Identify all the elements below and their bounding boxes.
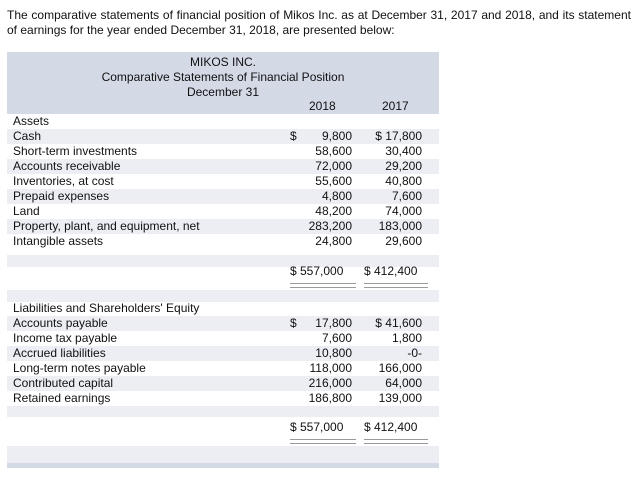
value-2017: 64,000: [385, 376, 422, 390]
value-2018: 72,000: [315, 159, 352, 173]
value-2017: 7,600: [391, 189, 422, 203]
value-2017: 166,000: [378, 361, 422, 375]
intro-paragraph: The comparative statements of financial position of Mikos Inc. as at December 31, 2017 and 2018, and its statement of earnings for the year ended December 31, 2018, are presented below:: [7, 8, 631, 37]
table-row: [7, 331, 439, 346]
liabilities-heading: Liabilities and Shareholders' Equity: [13, 301, 200, 315]
value-2018: 216,000: [308, 376, 352, 390]
assets-heading: Assets: [13, 114, 50, 128]
value-2017: 74,000: [385, 204, 422, 218]
value-2017: 139,000: [378, 391, 422, 405]
row-label: Prepaid expenses: [13, 189, 110, 203]
value-2017: 29,200: [385, 159, 422, 173]
row-label: Cash: [13, 129, 42, 143]
table-row: [7, 316, 439, 331]
value-2017: 40,800: [385, 174, 422, 188]
total-assets-row: [7, 264, 439, 279]
value-2018: 118,000: [309, 361, 352, 375]
value-2018: 186,800: [308, 391, 352, 405]
company-name: MIKOS INC.: [189, 55, 256, 69]
table-row: [7, 346, 439, 361]
value-2017: 30,400: [385, 144, 422, 158]
separator-band: [7, 406, 439, 417]
value-2017: $ 17,800: [375, 129, 422, 143]
table-row: [7, 234, 439, 249]
value-2018: 4,800: [321, 189, 352, 203]
row-label: Short-term investments: [13, 144, 138, 158]
value-2018: 55,600: [315, 174, 352, 188]
value-2018: 58,600: [315, 144, 352, 158]
table-row: [7, 204, 439, 219]
liabilities-heading-row: [7, 301, 439, 316]
double-underline: [290, 443, 356, 444]
row-label: Accrued liabilities: [13, 346, 106, 360]
table-row: [7, 174, 439, 189]
double-underline: [364, 443, 428, 444]
total-liabilities-equity-2018: $ 557,000: [290, 420, 344, 434]
value-2018: 17,800: [315, 316, 352, 330]
value-2017: $ 41,600: [375, 316, 422, 330]
row-label: Income tax payable: [13, 331, 118, 345]
statement-date: December 31: [186, 85, 260, 99]
table-footer-bar: [7, 463, 439, 468]
assets-heading-row: [7, 114, 439, 129]
table-row: [7, 219, 439, 234]
value-2018: 283,200: [308, 219, 352, 233]
value-2018: 9,800: [321, 129, 352, 143]
value-2018: 48,200: [315, 204, 352, 218]
value-2018: 24,800: [315, 234, 352, 248]
table-row: [7, 129, 439, 144]
value-2018: 7,600: [321, 331, 352, 345]
table-row: [7, 189, 439, 204]
row-label: Property, plant, and equipment, net: [13, 219, 200, 233]
table-row: [7, 391, 439, 406]
row-label: Intangible assets: [13, 234, 104, 248]
table-row: [7, 361, 439, 376]
total-liabilities-equity-2017: $ 412,400: [364, 420, 418, 434]
total-liabilities-equity-row: [7, 420, 439, 435]
row-label: Accounts payable: [13, 316, 108, 330]
separator-band: [7, 446, 439, 463]
table-row: [7, 144, 439, 159]
total-assets-2017: $ 412,400: [364, 264, 418, 278]
value-2018: 10,800: [315, 346, 352, 360]
total-assets-2018: $ 557,000: [290, 264, 344, 278]
row-label: Retained earnings: [13, 391, 111, 405]
value-2017: -0-: [407, 346, 422, 360]
dollar-sign: $: [290, 129, 297, 143]
row-label: Long-term notes payable: [13, 361, 146, 375]
table-row: [7, 376, 439, 391]
liabilities-section: [7, 301, 439, 406]
value-2017: 183,000: [378, 219, 422, 233]
double-underline: [290, 283, 356, 284]
statement-title: Comparative Statements of Financial Position: [101, 70, 345, 84]
double-underline: [290, 439, 356, 440]
row-label: Accounts receivable: [13, 159, 121, 173]
row-label: Land: [13, 204, 40, 218]
double-underline: [364, 287, 428, 288]
statement-header: [7, 52, 439, 114]
value-2017: 1,800: [391, 331, 422, 345]
column-header-2017: 2017: [382, 99, 409, 113]
double-underline: [364, 283, 428, 284]
double-underline: [364, 439, 428, 440]
row-label: Inventories, at cost: [13, 174, 114, 188]
column-header-2018: 2018: [309, 99, 336, 113]
row-label: Contributed capital: [13, 376, 114, 390]
table-row: [7, 159, 439, 174]
assets-section: [7, 114, 439, 249]
dollar-sign: $: [290, 316, 297, 330]
value-2017: 29,600: [385, 234, 422, 248]
double-underline: [290, 287, 356, 288]
